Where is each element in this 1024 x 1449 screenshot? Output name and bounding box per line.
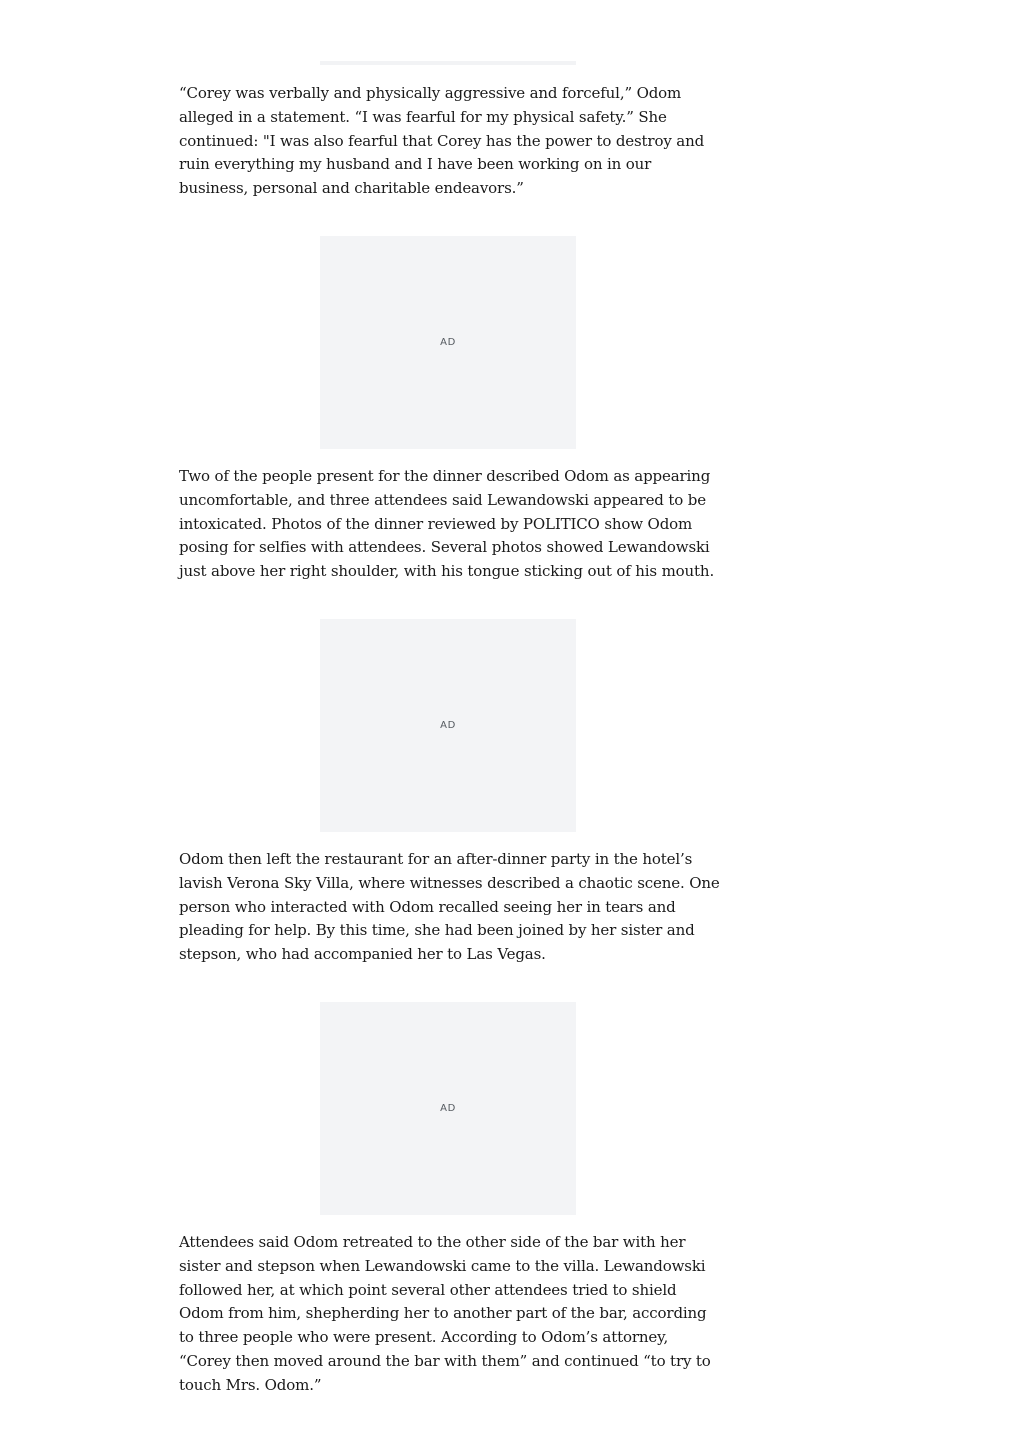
ad-label: AD xyxy=(440,1103,456,1114)
article-paragraph-2: Two of the people present for the dinner described Odom as appearing uncomfortable, and three attendees said Lewandowski appeared to be intoxicated. Photos of the dinner reviewed by POLITICO show Odom posing for selfies with attendees. Several photos showed Lewandowski just above her right shoulder, with his tongue sticking out of his mouth. xyxy=(179,467,715,581)
ad-label: AD xyxy=(440,337,456,348)
article-paragraph-1: “Corey was verbally and physically aggressive and forceful,” Odom alleged in a statement. “I was fearful for my physical safety.” She continued: "I was also fearful that Corey has the power to destroy and ruin everything my husband and I have been working on in our business, personal and charitable endeavors.” xyxy=(179,84,705,198)
ad-slot-top-edge xyxy=(320,61,576,65)
ad-slot-1[interactable] xyxy=(320,236,576,449)
ad-slot-3[interactable] xyxy=(320,1002,576,1215)
ad-label: AD xyxy=(440,720,456,731)
ad-slot-2[interactable] xyxy=(320,619,576,832)
article-paragraph-3: Odom then left the restaurant for an after-dinner party in the hotel’s lavish Verona Sky Villa, where witnesses described a chaotic scene. One person who interacted with Odom recalled seeing her in tears and pleading for help. By this time, she had been joined by her sister and stepson, who had accompanied her to Las Vegas. xyxy=(179,850,720,964)
article-paragraph-4: Attendees said Odom retreated to the other side of the bar with her sister and stepson when Lewandowski came to the villa. Lewandowski followed her, at which point several other attendees tried to shield Odom from him, shepherding her to another part of the bar, according to three people who were present. According to Odom’s attorney, “Corey then moved around the bar with them” and continued “to try to touch Mrs. Odom.” xyxy=(179,1233,711,1394)
